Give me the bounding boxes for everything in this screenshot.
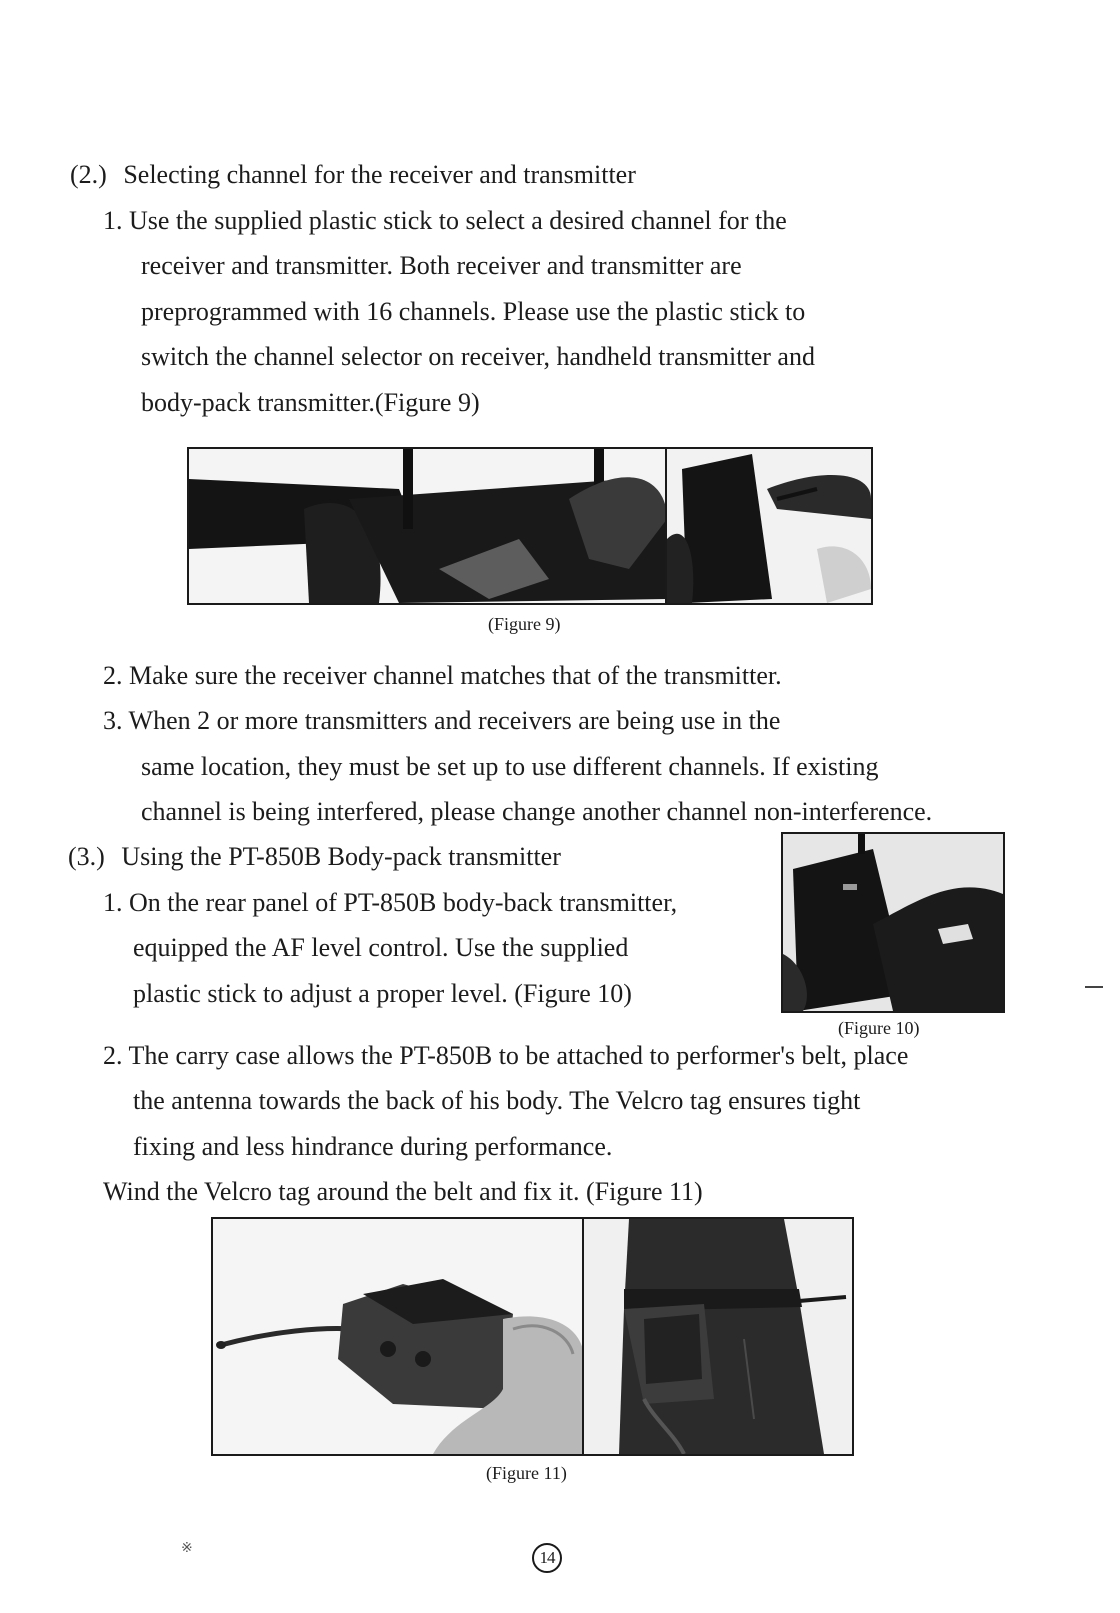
- figure-11: [211, 1217, 854, 1456]
- figure-photo-icon: [667, 449, 871, 603]
- section-2-item-1-line-5: body-pack transmitter.(Figure 9): [141, 388, 480, 417]
- section-3-item-2-line-1: 2. The carry case allows the PT-850B to be attached to performer's belt, place: [103, 1041, 909, 1070]
- page-number: 14: [532, 1543, 562, 1573]
- figure-photo-icon: [213, 1219, 584, 1454]
- figure-9-bodypack-photo: [667, 449, 871, 603]
- section-2-item-3-line-3: channel is being interfered, please change another channel non-interference.: [141, 797, 933, 826]
- margin-mark: ※: [181, 1541, 193, 1556]
- figure-photo-icon: [783, 834, 1003, 1011]
- section-3-item-1-line-3: plastic stick to adjust a proper level. (Figure 10): [133, 979, 632, 1008]
- section-2-heading: [70, 159, 636, 191]
- figure-9: [187, 447, 873, 605]
- figure-9-receiver-photo: [189, 449, 667, 603]
- section-2-item-2: 2. Make sure the receiver channel matches that of the transmitter.: [103, 661, 782, 690]
- section-3-number: (3.): [68, 842, 105, 871]
- section-3-item-1-line-2: equipped the AF level control. Use the supplied: [133, 933, 629, 962]
- section-2-item-1-line-2: receiver and transmitter. Both receiver and transmitter are: [141, 251, 742, 280]
- figure-11-carry-case-photo: [213, 1219, 584, 1454]
- section-3-wind-line: Wind the Velcro tag around the belt and fix it. (Figure 11): [103, 1177, 703, 1206]
- figure-10-photo: [783, 834, 1003, 1011]
- section-2-item-1-line-4: switch the channel selector on receiver, handheld transmitter and: [141, 342, 815, 371]
- section-3-item-2-line-3: fixing and less hindrance during performance.: [133, 1132, 613, 1161]
- figure-10-caption: (Figure 10): [838, 1018, 920, 1038]
- figure-photo-icon: [584, 1219, 852, 1454]
- section-2-title: Selecting channel for the receiver and transmitter: [123, 160, 636, 189]
- section-3-heading: [68, 841, 561, 873]
- figure-11-caption: (Figure 11): [486, 1463, 567, 1483]
- edge-dash: [1085, 986, 1103, 988]
- section-2-item-1-line-3: preprogrammed with 16 channels. Please use the plastic stick to: [141, 297, 806, 326]
- figure-10: [781, 832, 1005, 1013]
- section-2-item-3-line-1: 3. When 2 or more transmitters and receivers are being use in the: [103, 706, 781, 735]
- figure-11-belt-photo: [584, 1219, 852, 1454]
- section-2-item-1-line-1: 1. Use the supplied plastic stick to select a desired channel for the: [103, 206, 787, 235]
- figure-photo-icon: [189, 449, 667, 603]
- section-3-item-2-line-2: the antenna towards the back of his body. The Velcro tag ensures tight: [133, 1086, 861, 1115]
- figure-9-caption: (Figure 9): [488, 614, 561, 634]
- section-3-item-1-line-1: 1. On the rear panel of PT-850B body-back transmitter,: [103, 888, 678, 917]
- section-2-number: (2.): [70, 160, 107, 189]
- section-2-item-3-line-2: same location, they must be set up to use different channels. If existing: [141, 752, 879, 781]
- section-3-title: Using the PT-850B Body-pack transmitter: [121, 842, 561, 871]
